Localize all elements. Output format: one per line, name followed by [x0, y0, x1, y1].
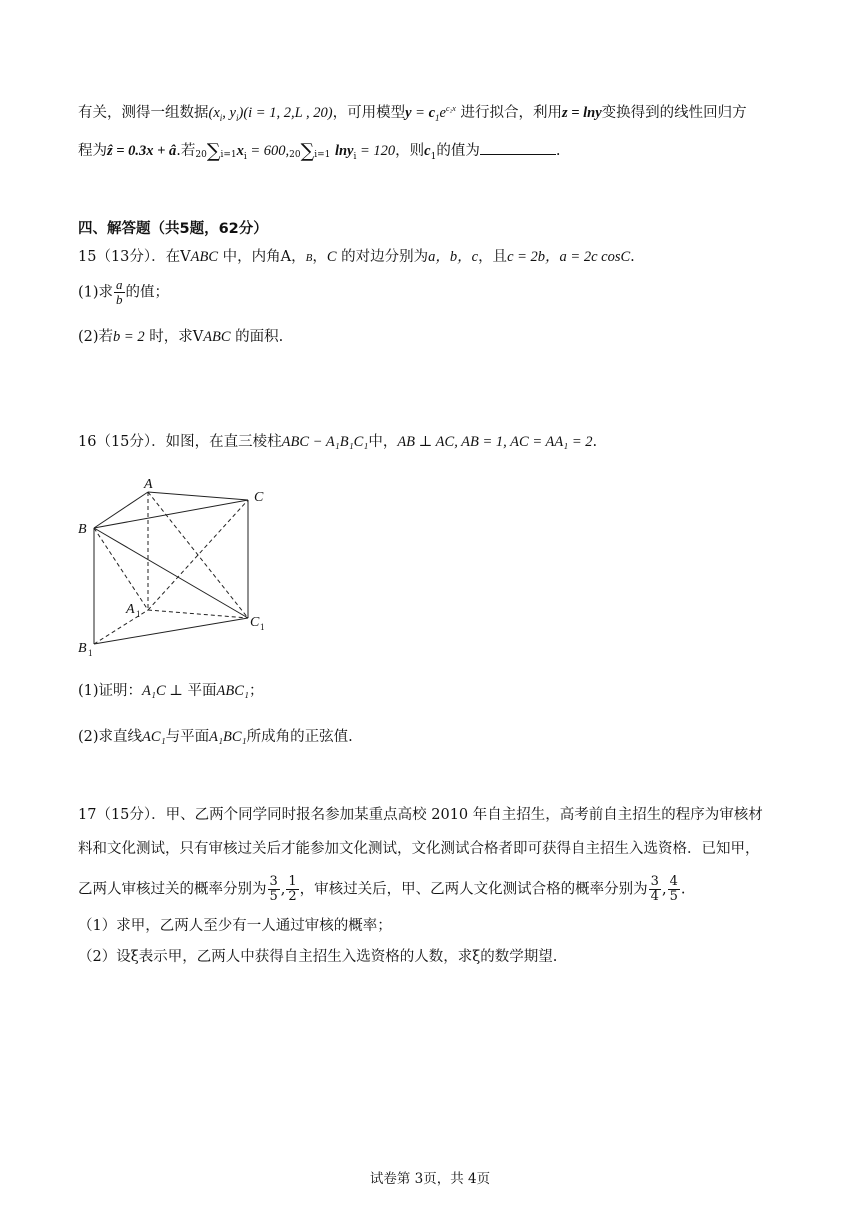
label-A1: A — [126, 602, 135, 617]
regression-equation: ẑ = 0.3x + â — [107, 143, 177, 159]
text: 所成角的正弦值. — [246, 729, 353, 745]
sides: a，b，c — [428, 249, 479, 265]
text: ， — [312, 249, 327, 265]
text: 乙两人审核过关的概率分别为 — [78, 881, 267, 898]
edge-B1C1 — [94, 618, 248, 644]
fraction: $\frac{3}{4}$ — [650, 874, 659, 904]
answer-blank[interactable] — [480, 140, 556, 155]
text: 中，内角A， — [218, 249, 306, 265]
edge-BC — [94, 500, 248, 528]
var: C — [326, 249, 337, 265]
text: . — [630, 249, 635, 265]
fraction: $\frac{4}{5}$ — [669, 874, 678, 904]
prism-figure — [74, 474, 274, 659]
q15-part-1 — [78, 278, 169, 307]
line: A₁C ⊥ — [142, 683, 183, 699]
q15-part-2 — [78, 327, 283, 347]
fraction: $\frac{3}{5}$ — [269, 874, 278, 904]
sum-symbol: 20∑i=1 — [195, 140, 237, 162]
triangle: ABC — [190, 249, 219, 265]
text: 中， — [368, 434, 398, 450]
text: (1)求 — [78, 284, 114, 301]
text: (2)求直线 — [78, 729, 143, 745]
text: . — [555, 143, 561, 159]
sum-symbol: 20∑i=1 — [289, 140, 331, 162]
label-C1: C — [250, 615, 260, 630]
sum-term: lny — [334, 143, 354, 159]
q15-stem — [78, 247, 635, 268]
intro-line-2: 程为ẑ = 0.3x + â.若$20\sum i=1x_i = 600,20\sum i=1$ lny$_i$ = 120，则$c_1$的值为 . — [78, 140, 561, 162]
text: 的面积. — [230, 329, 284, 345]
q16-part-2 — [78, 727, 353, 747]
var: B — [305, 252, 313, 264]
text: 15（13分）．在V — [78, 249, 191, 265]
q17-part-2: （2）设ξ表示甲，乙两人中获得自主招生入选资格的人数，求ξ的数学期望. — [78, 949, 558, 965]
text: .若 — [176, 143, 196, 159]
model-formula: $y = c_1e^{c_2x}$ — [405, 104, 456, 123]
plane: A₁BC₁ — [209, 729, 247, 745]
text: 时，求V — [144, 329, 204, 345]
q17-line-3: 乙两人审核过关的概率分别为 $\frac{3}{5}$ , $\frac{1}{2}$ ，审核过关后，甲、乙两人文化测试合格的概率分别为 $\frac{3}{4}$ , $\frac{4}{5}$ . — [78, 874, 686, 904]
text: 与平面 — [165, 729, 210, 745]
text: 程为 — [78, 143, 107, 159]
text: ，且 — [478, 249, 508, 265]
index-range: (i = 1, 2,L , 20) — [243, 104, 333, 121]
intro-line-1 — [78, 99, 747, 128]
edge-A1C1 — [148, 610, 248, 618]
text: ； — [248, 683, 264, 699]
condition: c = 2b，a = 2c cosC — [507, 249, 631, 265]
prism: ABC − A₁B₁C₁ — [281, 434, 369, 450]
text: 变换得到的线性回归方 — [601, 104, 747, 121]
q16-stem — [78, 432, 597, 452]
label-C: C — [254, 490, 264, 505]
text: (1)证明： — [78, 683, 143, 699]
label-B: B — [78, 522, 87, 537]
text: ，则 — [395, 143, 425, 159]
label-C1-sub: 1 — [260, 622, 265, 632]
q17-line-1: 17（15分）．甲、乙两个同学同时报名参加某重点高校 2010 年自主招生，高考前自主招生的程序为审核材 — [78, 807, 763, 823]
var-c: c — [424, 143, 431, 159]
text: 的值为 — [436, 143, 480, 159]
q17-line-2: 料和文化测试，只有审核过关后才能参加文化测试，文化测试合格者即可获得自主招生入选资格．已知甲， — [78, 841, 760, 857]
q16-part-1 — [78, 681, 263, 701]
sum-value: = 120 — [356, 143, 396, 159]
text: (2)若 — [78, 329, 114, 345]
substitution: z = lny — [561, 104, 602, 121]
plane: ABC₁ — [216, 683, 249, 699]
edge-BC1 — [94, 528, 248, 618]
sum-term: x — [236, 143, 244, 159]
text: 进行拟合，利用 — [460, 104, 562, 121]
text: . — [592, 434, 598, 450]
text: 有关，测得一组数据 — [78, 104, 209, 121]
line: AC₁ — [142, 729, 166, 745]
section-heading: 四、解答题（共5题，62分） — [78, 221, 268, 237]
text: ，审核过关后，甲、乙两人文化测试合格的概率分别为 — [299, 881, 648, 898]
text: 16（15分）．如图，在直三棱柱 — [78, 434, 282, 450]
text: 平面 — [182, 683, 217, 699]
edge-BA1 — [94, 528, 148, 610]
text: ，可用模型 — [332, 104, 406, 121]
condition: AB ⊥ AC, AB = 1, AC = AA₁ = 2 — [397, 434, 593, 450]
fraction: $\frac{a}{b}$ — [116, 277, 123, 307]
page-footer: 试卷第 3页，共 4页 — [369, 1171, 491, 1187]
condition: b = 2 — [113, 329, 145, 345]
label-A: A — [144, 477, 153, 492]
q17-part-1: （1）求甲，乙两人至少有一人通过审核的概率； — [78, 918, 392, 934]
edge-AC1 — [148, 492, 248, 618]
text: 的值； — [125, 284, 170, 301]
label-B1: B — [78, 641, 87, 656]
fraction: $\frac{1}{2}$ — [288, 874, 297, 904]
triangle: ABC — [203, 329, 231, 345]
text: 的对边分别为 — [336, 249, 429, 265]
data-set: ($x_i$, $y_i$) — [208, 104, 244, 123]
sum-value: = 600, — [246, 143, 290, 159]
label-B1-sub: 1 — [88, 648, 93, 658]
label-A1-sub: 1 — [136, 609, 141, 619]
edge-AC — [148, 492, 248, 500]
